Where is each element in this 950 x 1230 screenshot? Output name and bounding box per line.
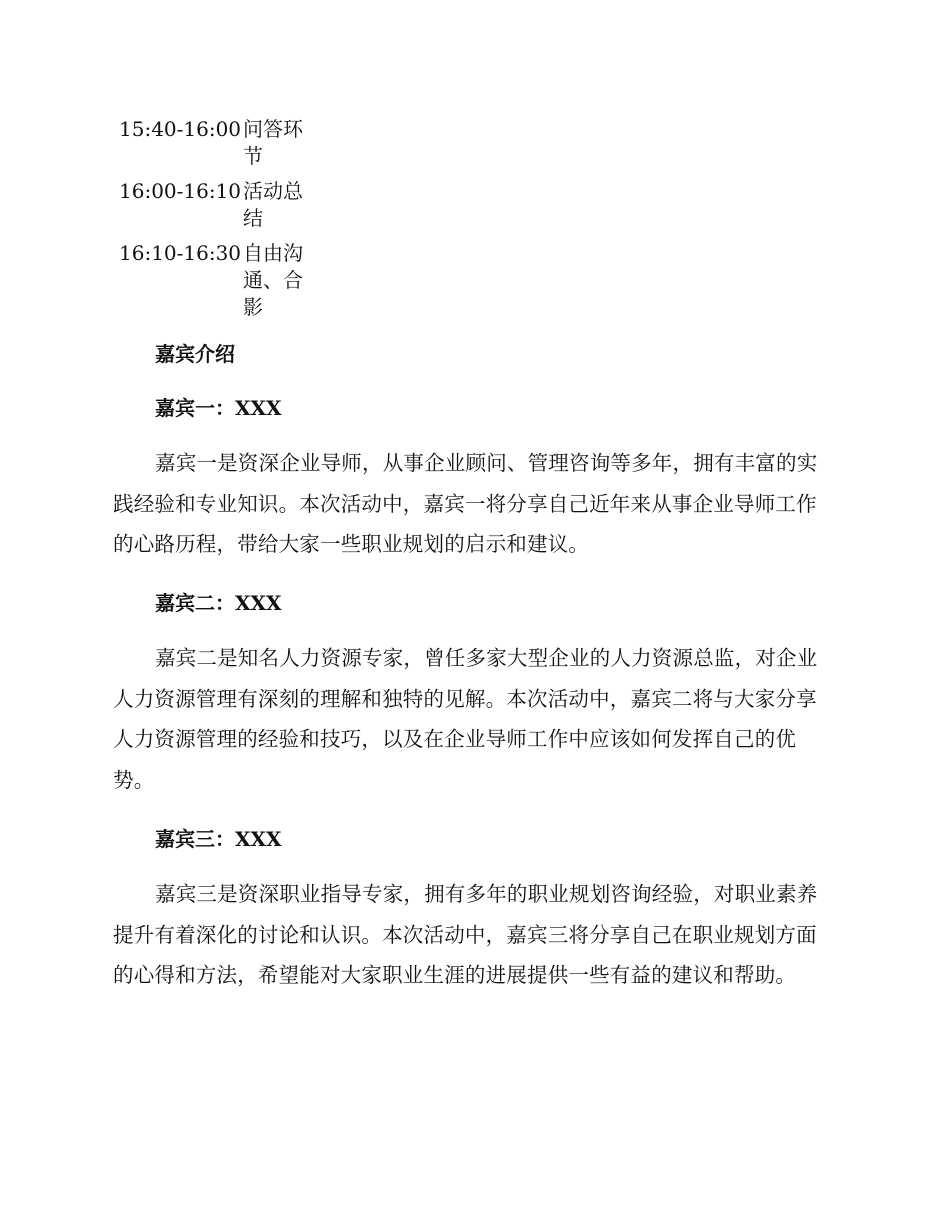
guest-3-heading: 嘉宾三：XXX: [155, 827, 282, 851]
guest-2-bio: 嘉宾二是知名人力资源专家，曾任多家大型企业的人力资源总监，对企业人力资源管理有深刻的理解和独特的见解。本次活动中，嘉宾二将与大家分享人力资源管理的经验和技巧，以及在企业导师工作中应该如何发挥自己的优势。: [113, 646, 818, 792]
schedule-time: 16:10-16:30: [119, 241, 242, 265]
schedule-row: [113, 240, 309, 321]
guest-2-heading: 嘉宾二：XXX: [155, 591, 282, 615]
schedule-time: 16:00-16:10: [119, 179, 242, 203]
guest-1-bio: 嘉宾一是资深企业导师，从事企业顾问、管理咨询等多年，拥有丰富的实践经验和专业知识。本次活动中，嘉宾一将分享自己近年来从事企业导师工作的心路历程，带给大家一些职业规划的启示和建议。: [113, 451, 818, 556]
schedule-item: 自由沟通、合影: [243, 241, 303, 319]
schedule-item: 问答环节: [243, 117, 303, 168]
guest-3-bio: 嘉宾三是资深职业指导专家，拥有多年的职业规划咨询经验，对职业素养提升有着深化的讨论和认识。本次活动中，嘉宾三将分享自己在职业规划方面的心得和方法，希望能对大家职业生涯的进展提供一些有益的建议和帮助。: [113, 882, 818, 987]
guests-section-heading: 嘉宾介绍: [155, 342, 235, 366]
schedule-row: [113, 178, 309, 240]
guest-1-heading: 嘉宾一：XXX: [155, 396, 282, 420]
schedule-item: 活动总结: [243, 179, 303, 230]
schedule-time: 15:40-16:00: [119, 117, 242, 141]
schedule-table: [113, 116, 309, 321]
schedule-row: [113, 116, 309, 178]
